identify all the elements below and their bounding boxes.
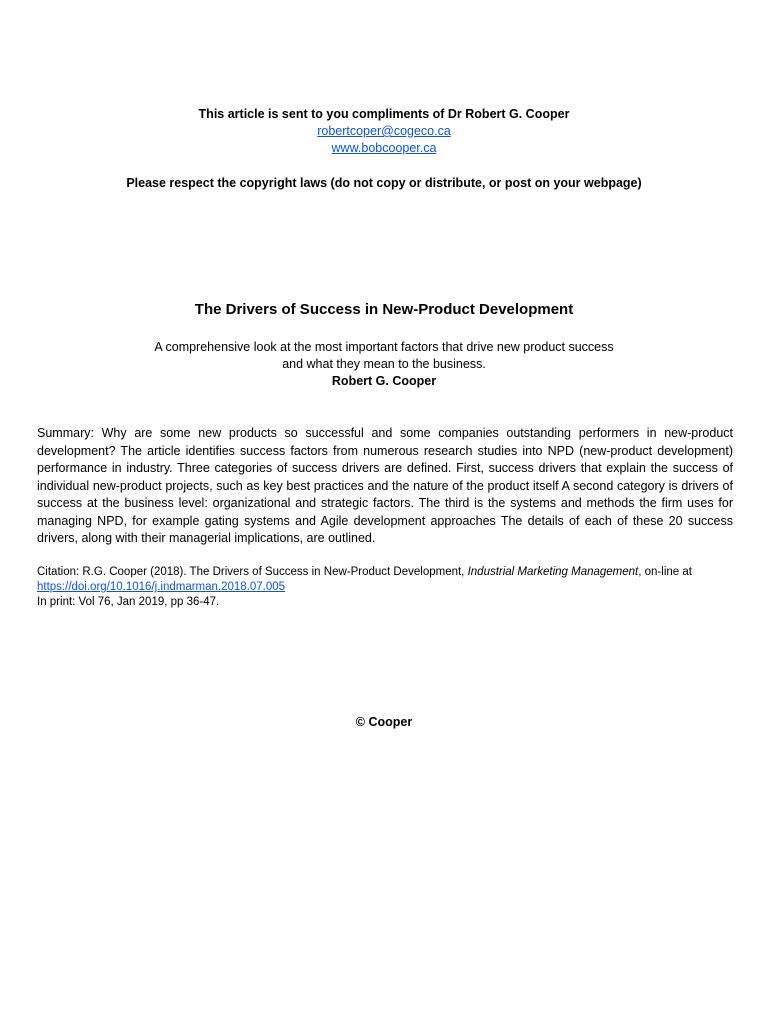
website-link[interactable]: www.bobcooper.ca	[331, 141, 437, 155]
compliments-notice	[0, 106, 768, 157]
citation-prefix: Citation: R.G. Cooper (2018). The Drivers of Success in New-Product Development,	[37, 566, 468, 578]
article-author: Robert G. Cooper	[331, 374, 437, 388]
doi-link[interactable]: https://doi.org/10.1016/j.indmarman.2018.07.005	[37, 581, 286, 593]
print-info: In print: Vol 76, Jan 2019, pp 36-47.	[37, 596, 220, 608]
subtitle-line-1: A comprehensive look at the most important factors that drive new product success	[154, 340, 614, 354]
copyright-footer: © Cooper	[355, 715, 413, 729]
citation-journal: Industrial Marketing Management	[467, 566, 639, 578]
article-title: The Drivers of Success in New-Product Development	[194, 301, 574, 318]
copyright-request: Please respect the copyright laws (do not copy or distribute, or post on your webpage)	[126, 176, 642, 190]
subtitle-line-2: and what they mean to the business.	[282, 357, 486, 371]
citation-suffix: , on-line at	[638, 566, 692, 578]
email-link[interactable]: robertcoper@cogeco.ca	[317, 124, 451, 138]
citation-line	[37, 565, 733, 580]
article-subtitle	[0, 339, 768, 390]
citation-block	[37, 565, 733, 610]
compliments-line: This article is sent to you compliments of Dr Robert G. Cooper	[198, 107, 570, 121]
summary-paragraph: Summary: Why are some new products so successful and some companies outstanding performers in new-product development? The article identifies success factors from numerous research studies into NPD (new-product development) performance in industry. Three categories of success drivers are defined. First, success drivers that explain the success of individual new-product projects, such as key best practices and the nature of the product itself A second category is drivers of success at the business level: organizational and strategic factors. The third is the systems and methods the firm uses for managing NPD, for example gating systems and Agile development approaches The details of each of these 20 success drivers, along with their managerial implications, are outlined.	[37, 426, 733, 545]
